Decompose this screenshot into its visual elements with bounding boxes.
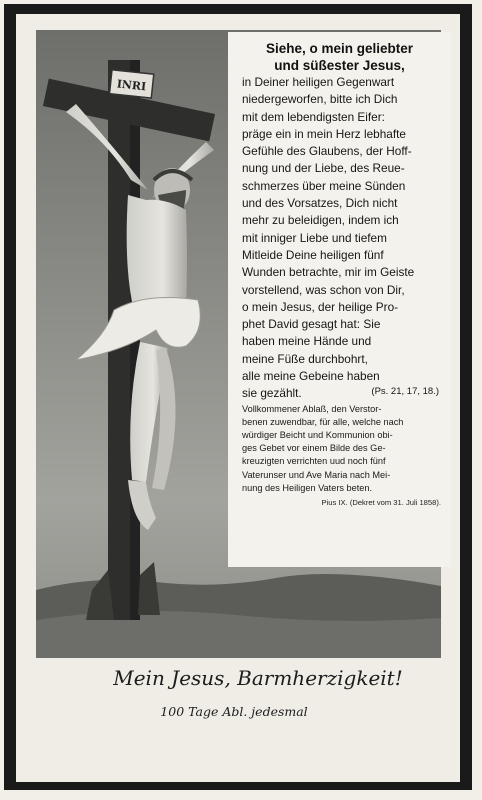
prayer-heading	[228, 40, 451, 74]
card-inner-panel	[16, 14, 460, 782]
psalm-reference: (Ps. 21, 17, 18.)	[371, 385, 439, 397]
prayer-text-panel	[228, 32, 451, 567]
inri-text: INRI	[116, 77, 147, 94]
decree-citation: Pius IX. (Dekret vom 31. Juli 1858).	[321, 498, 441, 508]
prayer-body: in Deiner heiligen Gegenwart niedergeworfen, bitte ich Dich mit dem lebendigsten Eifer: präge ein in mein Herz lebhafte Gefühle des Glaubens, der Hoff- nung und der Liebe, des Reue- schmerzes über meine Sünden und des Vorsatzes, Dich nicht mehr zu beleidigen, indem ich mit inniger Liebe und tiefem Mitleide Deine heiligen fünf Wunden betrachte, mir im Geiste vorstellend, was schon von Dir, o mein Jesus, der heilige Pro- phet David gesagt hat: Sie haben meine Hände und meine Füße durchbohrt, alle meine Gebeine haben sie gezählt.	[242, 75, 415, 401]
prayer-heading-line-1: Siehe, o mein geliebter	[265, 41, 414, 56]
prayer-heading-line-2: und süßester Jesus,	[274, 58, 405, 73]
inri-plaque	[109, 70, 153, 98]
footer-motto: Mein Jesus, Barmherzigkeit!	[113, 666, 403, 690]
torso	[127, 195, 187, 310]
footer-indulgence-note: 100 Tage Abl. jedesmal	[160, 704, 308, 719]
indulgence-text: Vollkommener Ablaß, den Verstor- benen zuwendbar, für alle, welche nach würdiger Beicht und Kommunion obi- ges Gebet vor einem Bilde des Ge- kreuzigten verrichten uud noch fünf Vaterunser und Ave Maria nach Mei- nung des Heiligen Vaters beten.	[242, 403, 404, 493]
prayer-card	[4, 4, 472, 790]
